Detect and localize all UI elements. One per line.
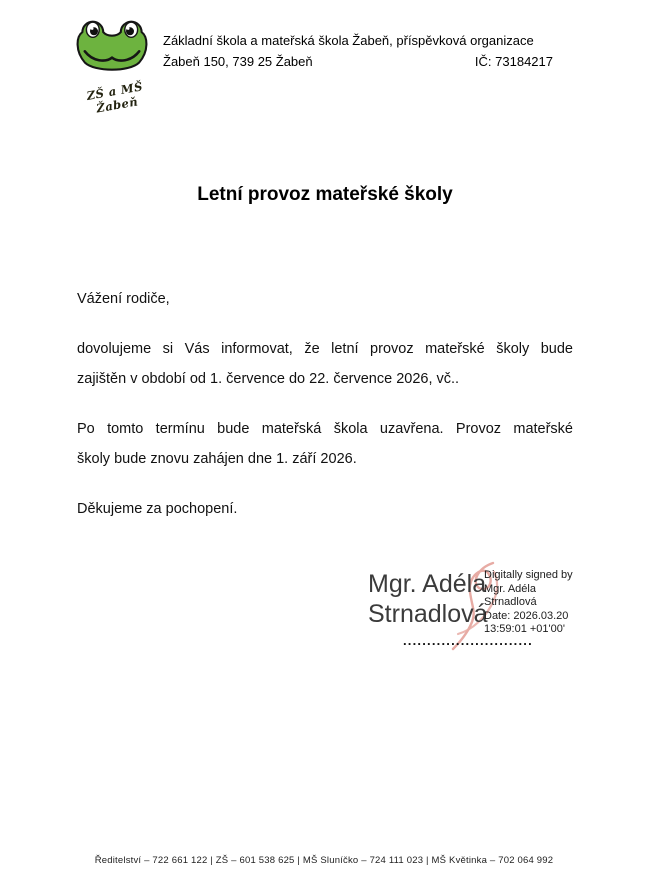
signature-dotted-line: ........................... (403, 633, 533, 648)
org-address: Žabeň 150, 739 25 Žabeň (163, 54, 313, 69)
paragraph-closure: Po tomto termínu bude mateřská škola uzavřena. Provoz mateřské školy bude znovu zahájen dne 1. září 2026. (77, 421, 573, 467)
signature-details: Digitally signed by Mgr. Adéla Strnadlová Date: 2026.03.20 13:59:01 +01'00' (484, 569, 573, 635)
closing-thanks: Děkujeme za pochopení. (77, 501, 238, 517)
logo-caption: ZŠ a MŠ Žabeň (85, 79, 144, 116)
footer-contacts: Ředitelství – 722 661 122 | ZŠ – 601 538 625 | MŠ Sluníčko – 724 111 023 | MŠ Květinka – 702 064 992 (94, 855, 554, 866)
salutation: Vážení rodiče, (77, 291, 170, 307)
letterhead-text (163, 30, 553, 72)
frog-logo-icon (72, 16, 152, 77)
school-logo (70, 14, 162, 116)
paragraph-summer-operation: dovolujeme si Vás informovat, že letní provoz mateřské školy bude zajištěn v období od 1. července do 22. července 2026, vč.. (77, 341, 573, 387)
org-name: Základní škola a mateřská škola Žabeň, příspěvková organizace (163, 33, 534, 48)
page-title: Letní provoz mateřské školy (197, 184, 453, 205)
letter-body (77, 284, 573, 544)
signature-name: Mgr. Adéla Strnadlová (368, 570, 488, 628)
org-ic-number: IČ: 73184217 (474, 54, 553, 69)
